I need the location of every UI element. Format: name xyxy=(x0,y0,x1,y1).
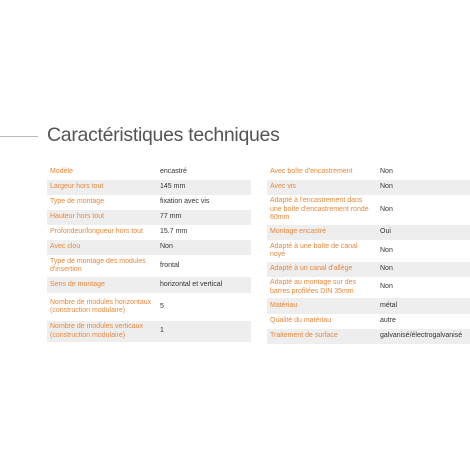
specs-table-right xyxy=(267,164,470,344)
spec-row xyxy=(47,293,251,321)
spec-label: Nombre de modules verticaux (construction modulaire) xyxy=(50,323,143,339)
spec-row xyxy=(267,240,470,262)
spec-label: Sens de montage xyxy=(50,280,105,288)
spec-label: Modèle xyxy=(50,167,73,175)
spec-row xyxy=(267,329,470,344)
spec-value: frontal xyxy=(160,261,180,269)
spec-row xyxy=(47,225,251,240)
spec-value: horizontal et vertical xyxy=(160,280,223,288)
specs-table-left xyxy=(47,164,251,342)
spec-row xyxy=(267,180,470,195)
spec-label: Qualité du matériau xyxy=(270,317,332,325)
title-decoration-line xyxy=(0,136,38,137)
spec-value: 145 mm xyxy=(160,183,186,191)
spec-row xyxy=(267,314,470,329)
spec-value: autre xyxy=(380,317,396,325)
spec-row xyxy=(267,195,470,225)
spec-value: Oui xyxy=(380,228,391,236)
spec-label: Type de montage des modules d'insertion xyxy=(50,257,146,273)
spec-row xyxy=(267,164,470,180)
spec-row xyxy=(267,298,470,314)
spec-row xyxy=(47,255,251,277)
spec-value: 15.7 mm xyxy=(160,228,188,236)
spec-label: Traitement de surface xyxy=(270,332,338,340)
spec-value: 77 mm xyxy=(160,213,182,221)
spec-value: Non xyxy=(380,283,393,291)
spec-value: galvanisé/électrogalvanisé xyxy=(380,332,463,340)
spec-row xyxy=(47,277,251,293)
spec-value: 1 xyxy=(160,327,164,335)
spec-label: Largeur hors tout xyxy=(50,183,104,191)
spec-value: Non xyxy=(380,265,393,273)
spec-label: Type de montage xyxy=(50,198,105,206)
spec-row xyxy=(47,210,251,225)
spec-label: Hauteur hors tout xyxy=(50,213,105,221)
spec-value: Non xyxy=(380,246,393,254)
spec-value: métal xyxy=(380,301,398,309)
spec-value: Non xyxy=(380,205,393,213)
spec-row xyxy=(47,321,251,342)
spec-value: Non xyxy=(160,243,173,251)
spec-label: Adapté à l'encastrement dans une boîte d'encastrement ronde 60mm xyxy=(270,197,369,222)
spec-row xyxy=(47,180,251,195)
spec-value: Non xyxy=(380,167,393,175)
spec-label: Avec vis xyxy=(270,183,296,191)
spec-label: Adapté à un canal d'allège xyxy=(270,265,353,273)
spec-label: Montage encastré xyxy=(270,228,327,236)
spec-value: Non xyxy=(380,183,393,191)
spec-value: 5 xyxy=(160,302,164,310)
spec-row xyxy=(267,225,470,240)
spec-label: Profondeur/longueur hors tout xyxy=(50,228,144,236)
spec-row xyxy=(47,164,251,180)
spec-label: Adapté à une boîte de canal noyé xyxy=(270,242,358,258)
spec-row xyxy=(47,240,251,255)
spec-row xyxy=(267,277,470,298)
spec-label: Avec boîte d'encastrement xyxy=(270,167,353,175)
page-title: Caractéristiques techniques xyxy=(47,124,280,146)
spec-label: Matériau xyxy=(270,301,298,309)
spec-value: encastré xyxy=(160,167,187,175)
spec-label: Adapté au montage sur des barres profilées DIN 35mm xyxy=(270,279,357,295)
spec-label: Nombre de modules horizontaux (construction modulaire) xyxy=(50,298,152,314)
spec-value: fixation avec vis xyxy=(160,198,210,206)
spec-label: Avec clou xyxy=(50,243,81,251)
spec-row xyxy=(267,262,470,277)
spec-row xyxy=(47,195,251,210)
